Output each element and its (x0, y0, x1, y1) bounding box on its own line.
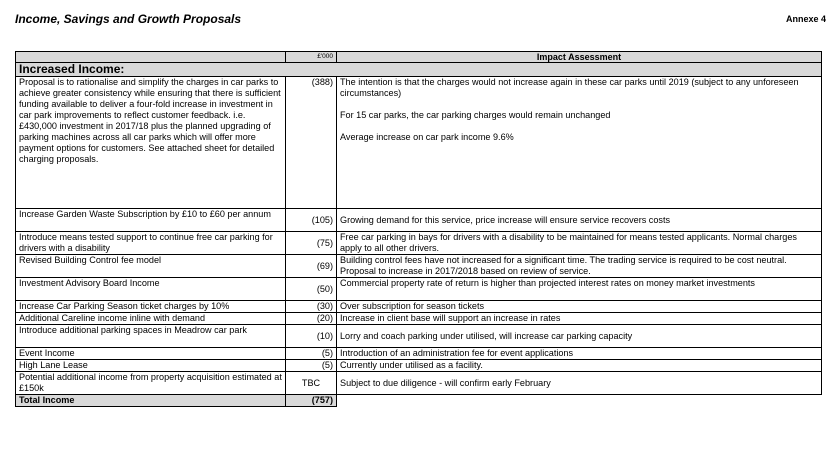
amount-cell: (5) (286, 348, 337, 360)
impact-cell: Increase in client base will support an increase in rates (337, 313, 822, 325)
total-amount: (757) (286, 395, 337, 407)
column-header-impact: Impact Assessment (337, 52, 822, 63)
table-header-row (16, 52, 822, 63)
impact-cell: Over subscription for season tickets (337, 301, 822, 313)
impact-cell: Free car parking in bays for drivers with a disability to be maintained for means tested applicants. Normal charges apply to all other drivers. (337, 232, 822, 255)
proposal-cell: Event Income (16, 348, 286, 360)
impact-text: The intention is that the charges would not increase again in these car parks until 2019 (subject to any unforeseen circumstances) (340, 77, 799, 98)
table-row (16, 348, 822, 360)
impact-text: Average increase on car park income 9.6% (340, 132, 514, 142)
table-row (16, 372, 822, 395)
proposal-cell: Revised Building Control fee model (16, 255, 286, 278)
section-title: Increased Income: (16, 63, 822, 77)
table-row (16, 232, 822, 255)
amount-cell: TBC (286, 372, 337, 395)
page-title: Income, Savings and Growth Proposals (15, 12, 242, 26)
section-row (16, 63, 822, 77)
impact-cell: Currently under utilised as a facility. (337, 360, 822, 372)
proposal-cell: Investment Advisory Board Income (16, 278, 286, 301)
impact-cell: Subject to due diligence - will confirm early February (337, 372, 822, 395)
amount-cell: (10) (286, 325, 337, 348)
proposal-cell: Proposal is to rationalise and simplify the charges in car parks to achieve greater consistency while ensuring that there is sufficient funding available to deliver a four-fold increase in investment in car park improvements to reflect customer feedback. i.e. £430,000 investment in 2017/18 plus the planned upgrading of parking machines across all car parks which will offer more payment options for customers. See attached sheet for detailed charging proposals. (16, 77, 286, 209)
annexe-label: Annexe 4 (785, 14, 826, 24)
amount-cell: (50) (286, 278, 337, 301)
total-row (16, 395, 822, 407)
proposal-cell: High Lane Lease (16, 360, 286, 372)
proposal-cell: Additional Careline income inline with demand (16, 313, 286, 325)
impact-cell: Commercial property rate of return is higher than projected interest rates on money market investments (337, 278, 822, 301)
total-label: Total Income (16, 395, 286, 407)
table-row (16, 325, 822, 348)
table-row (16, 313, 822, 325)
table-row (16, 360, 822, 372)
table-row (16, 77, 822, 209)
table-row (16, 301, 822, 313)
column-header-proposal (16, 52, 286, 63)
impact-cell: Lorry and coach parking under utilised, will increase car parking capacity (337, 325, 822, 348)
amount-cell: (5) (286, 360, 337, 372)
amount-cell: (388) (286, 77, 337, 209)
amount-cell: (30) (286, 301, 337, 313)
amount-cell: (20) (286, 313, 337, 325)
impact-cell: Building control fees have not increased for a significant time. The trading service is required to be cost neutral. Proposal to increase in 2017/2018 based on review of service. (337, 255, 822, 278)
column-header-amount: £'000 (286, 52, 337, 63)
proposal-cell: Increase Garden Waste Subscription by £10 to £60 per annum (16, 209, 286, 232)
proposal-cell: Increase Car Parking Season ticket charges by 10% (16, 301, 286, 313)
proposal-cell: Introduce additional parking spaces in Meadrow car park (16, 325, 286, 348)
proposals-table (15, 51, 822, 407)
amount-cell: (75) (286, 232, 337, 255)
impact-cell (337, 77, 822, 209)
impact-cell: Growing demand for this service, price increase will ensure service recovers costs (337, 209, 822, 232)
proposal-cell: Introduce means tested support to continue free car parking for drivers with a disability (16, 232, 286, 255)
table-row (16, 209, 822, 232)
impact-cell: Introduction of an administration fee for event applications (337, 348, 822, 360)
table-row (16, 255, 822, 278)
impact-text: For 15 car parks, the car parking charges would remain unchanged (340, 110, 611, 120)
amount-cell: (105) (286, 209, 337, 232)
amount-cell: (69) (286, 255, 337, 278)
total-blank-cell (337, 395, 822, 407)
table-row (16, 278, 822, 301)
proposal-cell: Potential additional income from property acquisition estimated at £150k (16, 372, 286, 395)
